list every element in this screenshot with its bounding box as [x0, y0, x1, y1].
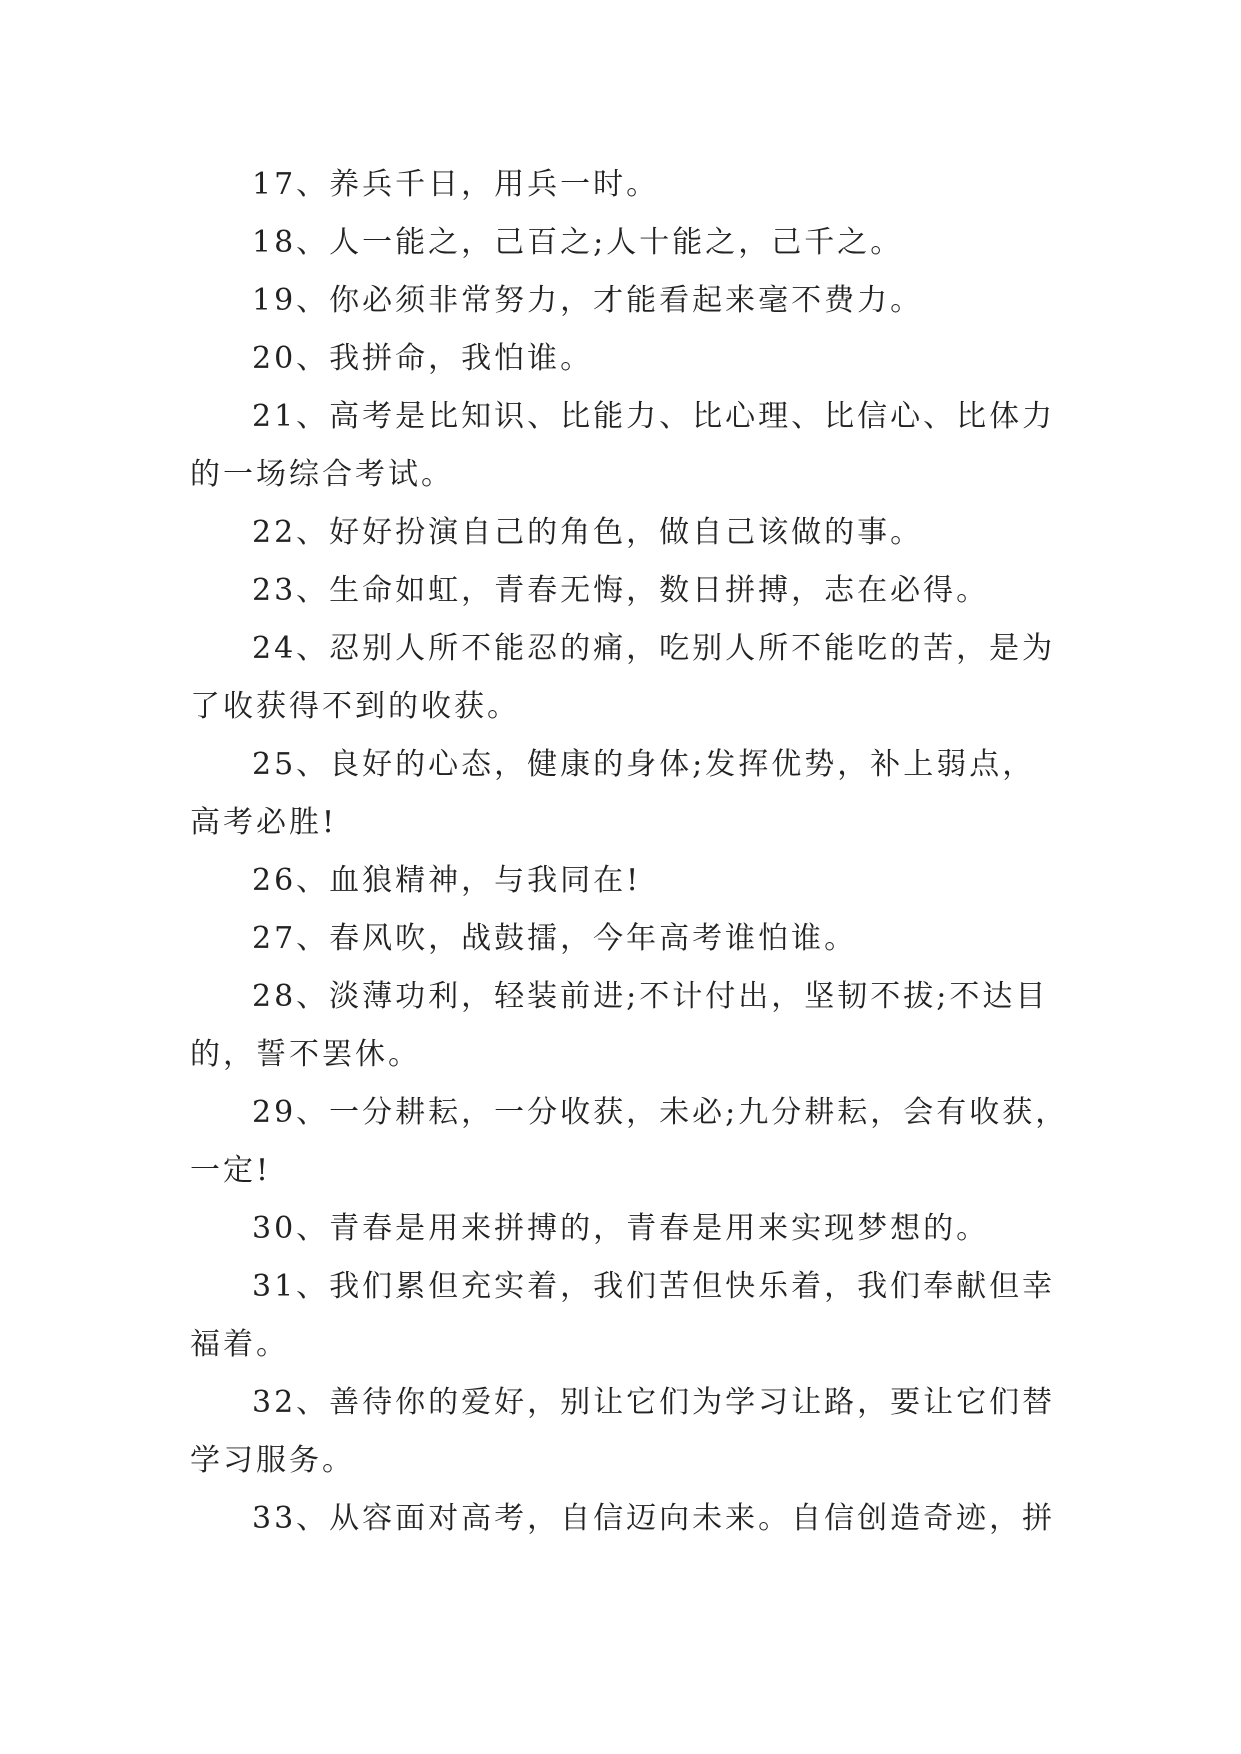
paragraph-line: 18、人一能之，己百之;人十能之，己千之。 [252, 225, 904, 260]
paragraph-line: 31、我们累但充实着，我们苦但快乐着，我们奉献但幸 [252, 1269, 1056, 1304]
paragraph-line-continued: 的，誓不罢休。 [190, 1037, 421, 1072]
paragraph-line: 24、忍别人所不能忍的痛，吃别人所不能吃的苦，是为 [252, 631, 1056, 666]
paragraph-line: 21、高考是比知识、比能力、比心理、比信心、比体力 [252, 399, 1056, 434]
paragraph-line: 29、一分耕耘，一分收获，未必;九分耕耘，会有收获， [252, 1095, 1069, 1130]
paragraph-line-continued: 了收获得不到的收获。 [190, 689, 520, 724]
paragraph-line: 28、淡薄功利，轻装前进;不计付出，坚韧不拔;不达目 [252, 979, 1049, 1014]
paragraph-line: 23、生命如虹，青春无悔，数日拼搏，志在必得。 [252, 573, 990, 608]
paragraph-line: 26、血狼精神，与我同在! [252, 863, 642, 898]
paragraph-line: 17、养兵千日，用兵一时。 [252, 167, 660, 202]
paragraph-line: 22、好好扮演自己的角色，做自己该做的事。 [252, 515, 924, 550]
paragraph-line: 19、你必须非常努力，才能看起来毫不费力。 [252, 283, 924, 318]
paragraph-line-continued: 的一场综合考试。 [190, 457, 454, 492]
paragraph-line: 32、善待你的爱好，别让它们为学习让路，要让它们替 [252, 1385, 1056, 1420]
paragraph-line: 30、青春是用来拼搏的，青春是用来实现梦想的。 [252, 1211, 990, 1246]
document-body [190, 156, 1070, 1548]
paragraph-line: 20、我拼命，我怕谁。 [252, 341, 594, 376]
paragraph-line-continued: 一定! [190, 1153, 272, 1188]
paragraph-line-continued: 高考必胜! [190, 805, 338, 840]
paragraph-line: 33、从容面对高考，自信迈向未来。自信创造奇迹，拼 [252, 1501, 1056, 1536]
paragraph-line: 25、良好的心态，健康的身体;发挥优势，补上弱点， [252, 747, 1036, 782]
paragraph-line-continued: 福着。 [190, 1327, 289, 1362]
paragraph-line-continued: 学习服务。 [190, 1443, 355, 1478]
paragraph-line: 27、春风吹，战鼓擂，今年高考谁怕谁。 [252, 921, 858, 956]
